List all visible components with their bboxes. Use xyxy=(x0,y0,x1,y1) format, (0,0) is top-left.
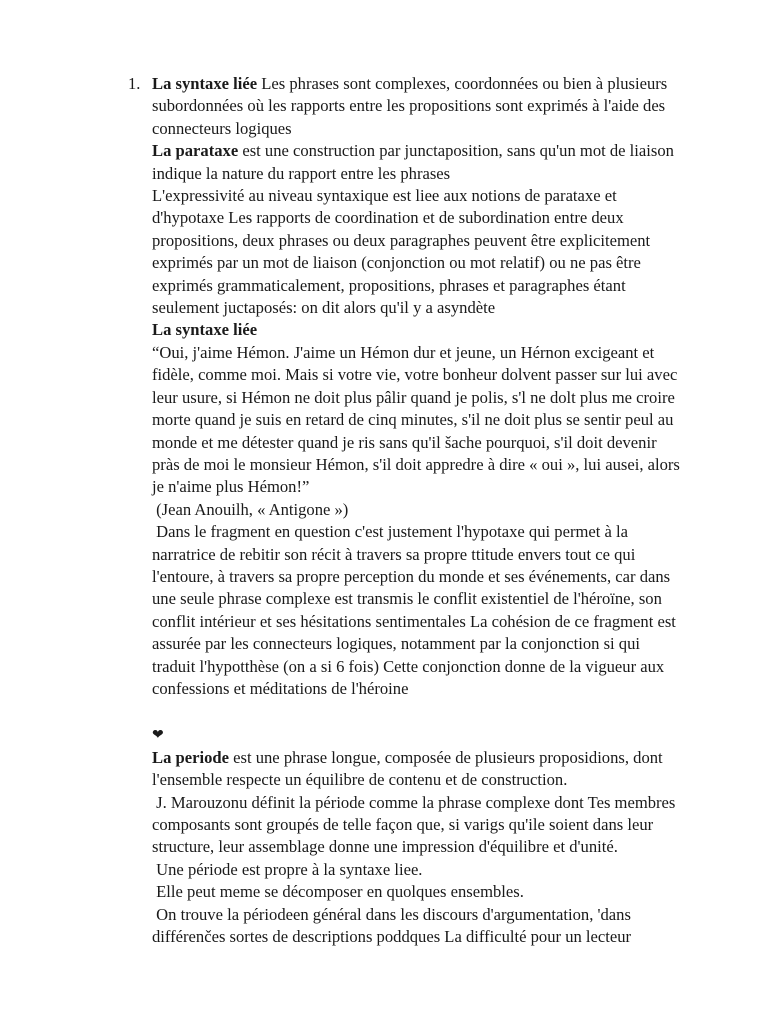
analysis-line: confessions et méditations de l'héroine xyxy=(152,678,409,698)
parataxe-line-1 xyxy=(152,140,722,162)
parataxe-line-2: indique la nature du rapport entre les phrases xyxy=(152,163,451,183)
analysis-line: conflit intérieur et ses hésitations sentimentales La cohésion de ce fragment est xyxy=(152,611,676,631)
quote-source: (Jean Anouilh, « Antigone ») xyxy=(152,499,349,519)
parataxe-term: La parataxe xyxy=(152,141,239,161)
quote-line: pràs de moi le monsieur Hémon, s'il doit appredre à dire « oui », lui ausei, alors xyxy=(152,454,680,474)
quote-line: morte quand je suis en retard de cinq minutes, s'il ne doit plus se sentir peul au xyxy=(152,410,674,430)
periode-term: La periode xyxy=(152,747,229,767)
analysis-line: Dans le fragment en question c'est justement l'hypotaxe qui permet à la xyxy=(152,522,628,542)
periode-line: structure, leur assemblage donne une impression d'équilibre et d'unité. xyxy=(152,837,618,857)
analysis-line: narratrice de rebitir son récit à travers sa propre ttitude envers tout ce qui xyxy=(152,544,636,564)
periode-line: J. Marouzonu définit la période comme la phrase complexe dont Tes membres xyxy=(152,792,676,812)
document-body xyxy=(152,73,722,948)
periode-line: Une période est propre à la syntaxe liee. xyxy=(152,859,423,879)
expressivite-line: propositions, deux phrases ou deux paragraphes peuvent être explicitement xyxy=(152,230,651,250)
quote-line: “Oui, j'aime Hémon. J'aime un Hémon dur et jeune, un Hérnon excigeant et xyxy=(152,342,655,362)
expressivite-line: L'expressivité au niveau syntaxique est liee aux notions de parataxe et xyxy=(152,186,617,206)
analysis-line: traduit l'hypotthèse (on a si 6 fois) Cette conjonction donne de la vigueur aux xyxy=(152,656,665,676)
section1-line-3: connecteurs logiques xyxy=(152,118,292,138)
periode-line: différenčes sortes de descriptions poddques La difficulté pour un lecteur xyxy=(152,927,632,947)
section1-heading: La syntaxe liée xyxy=(152,74,258,93)
quote-line: monde et me détester quand je ris sans qu'il šache pourquoi, s'il doit devenir xyxy=(152,432,657,452)
periode-line: l'ensemble respecte un équilibre de contenu et de construction. xyxy=(152,770,568,790)
periode-line: On trouve la périodeen général dans les discours d'argumentation, 'dans xyxy=(152,904,631,924)
syntaxe-liee-heading-text: La syntaxe liée xyxy=(152,320,258,340)
quote-line: fidèle, comme moi. Mais si votre vie, votre bonheur dolvent passer sur lui avec xyxy=(152,365,678,385)
expressivite-line: exprimés grammaticalement, propositions, phrases et paragraphes étant xyxy=(152,275,626,295)
quote-line: je n'aime plus Hémon!” xyxy=(152,477,310,497)
parataxe-line-1-text: est une construction par junctaposition, sans qu'un mot de liaison xyxy=(238,141,674,161)
expressivite-line: seulement juctaposés: on dit alors qu'il y a asyndète xyxy=(152,298,496,318)
periode-line-1 xyxy=(152,747,722,769)
expressivite-line: d'hypotaxe Les rapports de coordination et de subordination entre deux xyxy=(152,208,624,228)
analysis-line: une seule phrase complexe est transmis le conflit existentiel de l'héroïne, son xyxy=(152,589,662,609)
syntaxe-liee-heading xyxy=(152,319,722,341)
periode-line: Elle peut meme se décomposer en quolques ensembles. xyxy=(152,882,524,902)
quote-line: leur usure, si Hémon ne doit plus pâlir quand je polis, s'l ne dolt plus me croire xyxy=(152,387,675,407)
periode-line-1-text: est une phrase longue, composée de plusieurs proposidions, dont xyxy=(228,747,663,767)
analysis-line: assurée par les connecteurs logiques, notamment par la conjonction si qui xyxy=(152,634,640,654)
heart-bullet-icon: ❤ xyxy=(152,727,164,744)
section1-line-2: subordonnées où les rapports entre les propositions sont exprimés à l'aide des xyxy=(152,96,666,116)
section1-line-1 xyxy=(152,73,722,95)
periode-line: composants sont groupés de telle façon que, si varigs qu'ile soient dans leur xyxy=(152,814,654,834)
expressivite-line: exprimés par un mot de liaison (conjonction ou mot relatif) ou ne pas être xyxy=(152,253,641,273)
paragraph-gap xyxy=(152,700,722,722)
section1-line-1-text: Les phrases sont complexes, coordonnées ou bien à plusieurs xyxy=(257,74,668,93)
list-number: 1. xyxy=(128,74,141,93)
analysis-line: l'entoure, à travers sa propre perception du monde et ses événements, car dans xyxy=(152,566,671,586)
